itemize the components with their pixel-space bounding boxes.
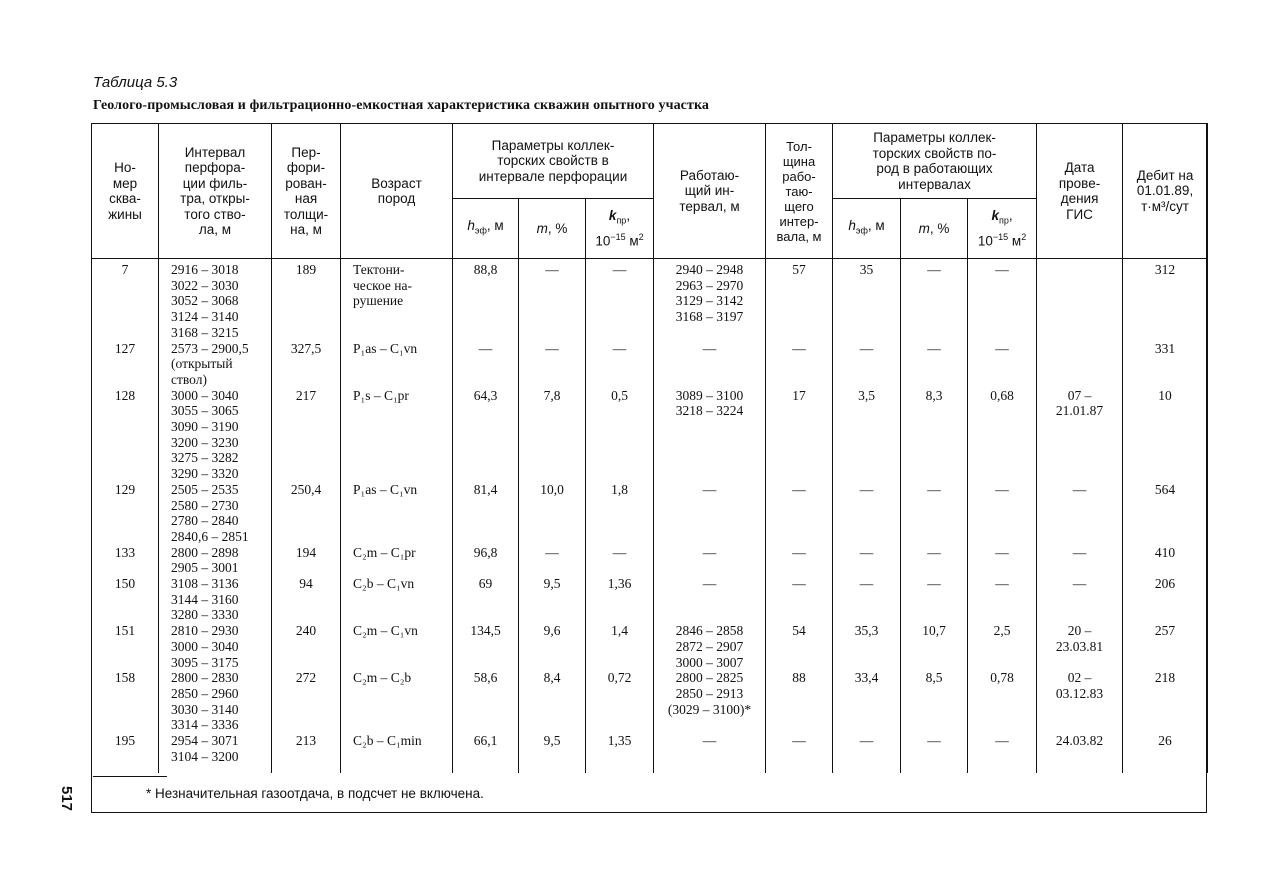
cell-well: 127 bbox=[92, 341, 159, 388]
cell-k2: 0,68 bbox=[968, 388, 1037, 482]
cell-h: 66,1 bbox=[453, 733, 519, 772]
cell-k2: — bbox=[968, 341, 1037, 388]
cell-m: — bbox=[519, 259, 586, 341]
cell-age: C₂b – C₁min bbox=[341, 733, 453, 772]
cell-perf: 213 bbox=[272, 733, 341, 772]
cell-m: 9,5 bbox=[519, 576, 586, 623]
cell-h: 81,4 bbox=[453, 482, 519, 545]
cell-m2: 8,3 bbox=[901, 388, 968, 482]
cell-m: — bbox=[519, 545, 586, 576]
cell-h: 58,6 bbox=[453, 670, 519, 733]
cell-k2: — bbox=[968, 576, 1037, 623]
cell-k: 1,4 bbox=[586, 623, 654, 670]
cell-interval: 2505 – 2535 2580 – 2730 2780 – 2840 2840,6 – 2851 bbox=[159, 482, 272, 545]
cell-perf: 217 bbox=[272, 388, 341, 482]
header-params-perf: Параметры коллек- торских свойств в интервале перфорации bbox=[453, 124, 654, 199]
cell-h2: — bbox=[833, 733, 901, 772]
cell-age: Тектони- ческое на- рушение bbox=[341, 259, 453, 341]
table-row bbox=[92, 623, 1208, 670]
cell-age: P₁as – C₁vn bbox=[341, 341, 453, 388]
table-row bbox=[92, 733, 1208, 772]
well-characteristics-table bbox=[91, 123, 1208, 773]
cell-work_th: — bbox=[766, 482, 833, 545]
header-gis-date: Дата прове- дения ГИС bbox=[1037, 124, 1123, 259]
header-age: Возраст пород bbox=[341, 124, 453, 259]
cell-interval: 2916 – 3018 3022 – 3030 3052 – 3068 3124 – 3140 3168 – 3215 bbox=[159, 259, 272, 341]
table-row bbox=[92, 341, 1208, 388]
cell-interval: 2800 – 2898 2905 – 3001 bbox=[159, 545, 272, 576]
cell-h: 69 bbox=[453, 576, 519, 623]
header-m: m, % bbox=[519, 199, 586, 259]
cell-k: — bbox=[586, 545, 654, 576]
cell-age: C₂m – C₁vn bbox=[341, 623, 453, 670]
cell-gis bbox=[1037, 259, 1123, 341]
cell-age: P₁as – C₁vn bbox=[341, 482, 453, 545]
cell-gis: — bbox=[1037, 576, 1123, 623]
cell-h2: 33,4 bbox=[833, 670, 901, 733]
cell-well: 128 bbox=[92, 388, 159, 482]
cell-m2: — bbox=[901, 482, 968, 545]
header-working-thickness: Тол- щина рабо- таю- щего интер- вала, м bbox=[766, 124, 833, 259]
table-row bbox=[92, 259, 1208, 341]
cell-work_th: 54 bbox=[766, 623, 833, 670]
cell-interval: 3108 – 3136 3144 – 3160 3280 – 3330 bbox=[159, 576, 272, 623]
cell-k: — bbox=[586, 259, 654, 341]
cell-m: 10,0 bbox=[519, 482, 586, 545]
header-perforated: Пер- фори- рован- ная толщи- на, м bbox=[272, 124, 341, 259]
cell-work_th: 57 bbox=[766, 259, 833, 341]
cell-work_int: 2940 – 2948 2963 – 2970 3129 – 3142 3168 – 3197 bbox=[654, 259, 766, 341]
cell-work_th: 17 bbox=[766, 388, 833, 482]
footnote-rule bbox=[93, 776, 167, 777]
cell-h2: — bbox=[833, 545, 901, 576]
cell-k: 1,35 bbox=[586, 733, 654, 772]
cell-m2: — bbox=[901, 259, 968, 341]
table-title: Геолого-промысловая и фильтрационно-емкостная характеристика скважин опытного участка bbox=[93, 98, 710, 113]
cell-well: 129 bbox=[92, 482, 159, 545]
cell-perf: 250,4 bbox=[272, 482, 341, 545]
cell-work_th: — bbox=[766, 576, 833, 623]
cell-perf: 240 bbox=[272, 623, 341, 670]
header-working-interval: Работаю- щий ин- тервал, м bbox=[654, 124, 766, 259]
header-h-ef-work: $h_{эф}$, м bbox=[833, 199, 901, 259]
cell-h: — bbox=[453, 341, 519, 388]
table-row bbox=[92, 482, 1208, 545]
cell-work_int: 3089 – 3100 3218 – 3224 bbox=[654, 388, 766, 482]
cell-well: 195 bbox=[92, 733, 159, 772]
cell-gis bbox=[1037, 341, 1123, 388]
cell-h2: 35,3 bbox=[833, 623, 901, 670]
cell-m2: 8,5 bbox=[901, 670, 968, 733]
cell-debit: 218 bbox=[1123, 670, 1208, 733]
cell-h2: — bbox=[833, 576, 901, 623]
cell-k2: — bbox=[968, 545, 1037, 576]
cell-debit: 206 bbox=[1123, 576, 1208, 623]
cell-debit: 410 bbox=[1123, 545, 1208, 576]
header-m-work: m, % bbox=[901, 199, 968, 259]
cell-h: 88,8 bbox=[453, 259, 519, 341]
cell-h2: — bbox=[833, 341, 901, 388]
cell-work_th: 88 bbox=[766, 670, 833, 733]
cell-h: 64,3 bbox=[453, 388, 519, 482]
cell-k2: — bbox=[968, 259, 1037, 341]
cell-k: 0,5 bbox=[586, 388, 654, 482]
cell-well: 151 bbox=[92, 623, 159, 670]
cell-gis: 02 – 03.12.83 bbox=[1037, 670, 1123, 733]
cell-h: 96,8 bbox=[453, 545, 519, 576]
cell-well: 150 bbox=[92, 576, 159, 623]
cell-gis: 20 – 23.03.81 bbox=[1037, 623, 1123, 670]
cell-well: 158 bbox=[92, 670, 159, 733]
header-interval: Интервал перфора- ции филь- тра, откры- того ство- ла, м bbox=[159, 124, 272, 259]
footnote: * Незначительная газоотдача, в подсчет не включена. bbox=[146, 786, 484, 801]
header-k: $k_{пр}$, $10^{-15}$ $м^2$ bbox=[586, 199, 654, 259]
cell-work_int: — bbox=[654, 341, 766, 388]
cell-interval: 2573 – 2900,5 (открытый ствол) bbox=[159, 341, 272, 388]
cell-work_int: — bbox=[654, 482, 766, 545]
table-row bbox=[92, 576, 1208, 623]
cell-work_int: — bbox=[654, 576, 766, 623]
cell-interval: 2954 – 3071 3104 – 3200 bbox=[159, 733, 272, 772]
page-number: 517 bbox=[58, 785, 76, 812]
cell-m: 8,4 bbox=[519, 670, 586, 733]
cell-gis: 24.03.82 bbox=[1037, 733, 1123, 772]
cell-gis: — bbox=[1037, 482, 1123, 545]
table-caption: Таблица 5.3 bbox=[93, 74, 178, 91]
cell-perf: 189 bbox=[272, 259, 341, 341]
cell-k: 1,8 bbox=[586, 482, 654, 545]
cell-m2: — bbox=[901, 576, 968, 623]
cell-work_th: — bbox=[766, 341, 833, 388]
cell-age: C₂m – C₂b bbox=[341, 670, 453, 733]
cell-m: 9,5 bbox=[519, 733, 586, 772]
cell-k2: 2,5 bbox=[968, 623, 1037, 670]
cell-interval: 2800 – 2830 2850 – 2960 3030 – 3140 3314 – 3336 bbox=[159, 670, 272, 733]
cell-m: — bbox=[519, 341, 586, 388]
cell-interval: 3000 – 3040 3055 – 3065 3090 – 3190 3200 – 3230 3275 – 3282 3290 – 3320 bbox=[159, 388, 272, 482]
cell-k: 1,36 bbox=[586, 576, 654, 623]
table-row bbox=[92, 545, 1208, 576]
cell-m: 9,6 bbox=[519, 623, 586, 670]
table-row bbox=[92, 670, 1208, 733]
cell-perf: 94 bbox=[272, 576, 341, 623]
header-h-ef: $h_{эф}$, м bbox=[453, 199, 519, 259]
cell-interval: 2810 – 2930 3000 – 3040 3095 – 3175 bbox=[159, 623, 272, 670]
cell-well: 133 bbox=[92, 545, 159, 576]
cell-k2: 0,78 bbox=[968, 670, 1037, 733]
cell-m2: — bbox=[901, 341, 968, 388]
header-params-work: Параметры коллек- торских свойств по- род в работающих интервалах bbox=[833, 124, 1037, 199]
cell-h: 134,5 bbox=[453, 623, 519, 670]
cell-h2: — bbox=[833, 482, 901, 545]
cell-debit: 331 bbox=[1123, 341, 1208, 388]
cell-k: 0,72 bbox=[586, 670, 654, 733]
cell-gis: 07 – 21.01.87 bbox=[1037, 388, 1123, 482]
cell-m: 7,8 bbox=[519, 388, 586, 482]
cell-debit: 257 bbox=[1123, 623, 1208, 670]
cell-m2: 10,7 bbox=[901, 623, 968, 670]
cell-well: 7 bbox=[92, 259, 159, 341]
cell-debit: 312 bbox=[1123, 259, 1208, 341]
cell-debit: 564 bbox=[1123, 482, 1208, 545]
cell-work_int: — bbox=[654, 545, 766, 576]
cell-work_th: — bbox=[766, 545, 833, 576]
cell-debit: 26 bbox=[1123, 733, 1208, 772]
cell-work_int: 2800 – 2825 2850 – 2913 (3029 – 3100)* bbox=[654, 670, 766, 733]
header-k-work: $k_{пр}$, $10^{-15}$ $м^2$ bbox=[968, 199, 1037, 259]
header-debit: Дебит на 01.01.89, т·м³/сут bbox=[1123, 124, 1208, 259]
cell-k: — bbox=[586, 341, 654, 388]
cell-perf: 327,5 bbox=[272, 341, 341, 388]
cell-k2: — bbox=[968, 482, 1037, 545]
cell-work_int: — bbox=[654, 733, 766, 772]
cell-age: P₁s – C₁pr bbox=[341, 388, 453, 482]
header-well: Но- мер сква- жины bbox=[92, 124, 159, 259]
cell-perf: 194 bbox=[272, 545, 341, 576]
cell-gis: — bbox=[1037, 545, 1123, 576]
cell-m2: — bbox=[901, 733, 968, 772]
cell-work_int: 2846 – 2858 2872 – 2907 3000 – 3007 bbox=[654, 623, 766, 670]
cell-h2: 35 bbox=[833, 259, 901, 341]
cell-work_th: — bbox=[766, 733, 833, 772]
cell-m2: — bbox=[901, 545, 968, 576]
cell-perf: 272 bbox=[272, 670, 341, 733]
cell-h2: 3,5 bbox=[833, 388, 901, 482]
table-row bbox=[92, 388, 1208, 482]
cell-debit: 10 bbox=[1123, 388, 1208, 482]
cell-age: C₂m – C₁pr bbox=[341, 545, 453, 576]
cell-age: C₂b – C₁vn bbox=[341, 576, 453, 623]
cell-k2: — bbox=[968, 733, 1037, 772]
